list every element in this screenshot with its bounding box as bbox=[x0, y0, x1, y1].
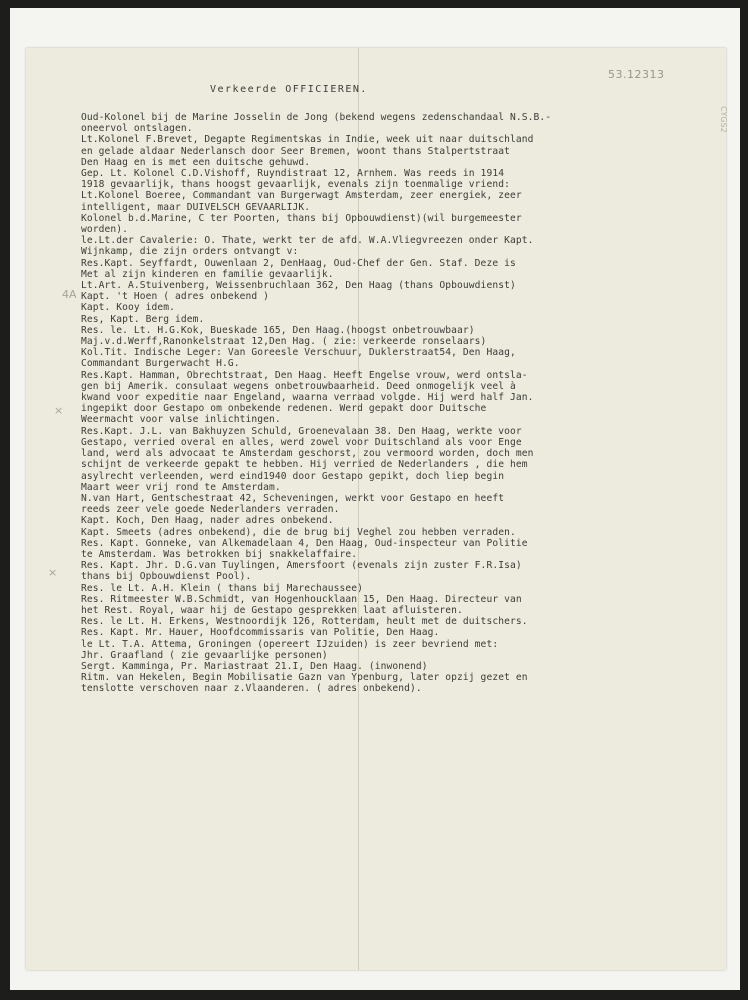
text-line: te Amsterdam. Was betrokken bij snakkelaffaire. bbox=[81, 548, 358, 560]
margin-mark-4a: 4A bbox=[62, 288, 77, 301]
text-line: Commandant Burgerwacht H.G. bbox=[81, 358, 240, 370]
text-line: Oud-Kolonel bij de Marine Josselin de Jong (bekend wegens zedenschandaal N.S.B.- bbox=[81, 112, 552, 123]
text-line: Res. le. Lt. H.G.Kok, Bueskade 165, Den Haag.(hoogst onbetrouwbaar) bbox=[81, 324, 475, 336]
text-line: Jhr. Graafland ( zie gevaarlijke personen) bbox=[81, 649, 328, 661]
text-line: Wijnkamp, die zijn orders ontvangt v: bbox=[81, 246, 299, 258]
text-line: schijnt de verkeerde gepakt te hebben. Hij verried de Nederlanders , die hem bbox=[81, 459, 528, 471]
margin-mark-cross: × bbox=[48, 566, 58, 579]
text-line: Res. le Lt. H. Erkens, Westnoordijk 126, Rotterdam, heult met de duitschers. bbox=[81, 616, 528, 628]
text-line: Res. Kapt. Jhr. D.G.van Tuylingen, Amersfoort (evenals zijn zuster F.R.Isa) bbox=[81, 560, 522, 572]
text-line: Met al zijn kinderen en familie gevaarlijk. bbox=[81, 268, 334, 280]
text-line: land, werd als advocaat te Amsterdam geschorst, zou vermoord worden, doch men bbox=[81, 448, 534, 460]
text-line: 1918 gevaarlijk, thans hoogst gevaarlijk, evenals zijn toenmalige vriend: bbox=[81, 179, 510, 191]
text-line: Den Haag en is met een duitsche gehuwd. bbox=[81, 156, 311, 168]
text-line: Kapt. Kooy idem. bbox=[81, 302, 176, 314]
text-line: Maj.v.d.Werff,Ranonkelstraat 12,Den Hag. ( zie: verkeerde ronselaars) bbox=[81, 336, 487, 348]
text-line: worden). bbox=[81, 224, 129, 236]
text-line: Res, Kapt. Berg idem. bbox=[81, 313, 205, 325]
text-line: Res. Kapt. Gonneke, van Alkemadelaan 4, Den Haag, Oud-inspecteur van Politie bbox=[81, 537, 528, 549]
text-line: Maart weer vrij rond te Amsterdam. bbox=[81, 481, 281, 493]
text-line: Res. le Lt. A.H. Klein ( thans bij Marechaussee) bbox=[81, 582, 364, 594]
text-line: het Rest. Royal, waar hij de Gestapo gesprekken laat afluisteren. bbox=[81, 604, 463, 616]
text-line: Res.Kapt. Hamman, Obrechtstraat, Den Haag. Heeft Engelse vrouw, werd ontsla- bbox=[81, 369, 528, 381]
text-line: Res.Kapt. Seyffardt, Ouwenlaan 2, DenHaag, Oud-Chef der Gen. Staf. Deze is bbox=[81, 257, 516, 269]
text-line: Res. Kapt. Mr. Hauer, Hoofdcommissaris van Politie, Den Haag. bbox=[81, 627, 440, 639]
text-line: intelligent, maar DUIVELSCH GEVAARLIJK. bbox=[81, 201, 311, 213]
text-line: Kol.Tit. Indische Leger: Van Goreesle Verschuur, Duklerstraat54, Den Haag, bbox=[81, 347, 516, 359]
text-line: gen bij Amerik. consulaat wegens onbetrouwbaarheid. Deed onmogelijk veel à bbox=[81, 380, 516, 392]
text-line: Gestapo, verried overal en alles, werd zowel voor Duitschland als voor Enge bbox=[81, 436, 522, 448]
text-line: Res.Kapt. J.L. van Bakhuyzen Schuld, Groenevalaan 38. Den Haag, werkte voor bbox=[81, 425, 522, 437]
text-line: kwand voor expeditie naar Engeland, waarna verraad volgde. Hij werd half Jan. bbox=[81, 392, 534, 404]
text-line: ingepikt door Gestapo om onbekende redenen. Werd gepakt door Duitsche bbox=[81, 403, 487, 415]
text-line: Kapt. Smeets (adres onbekend), die de brug bij Veghel zou hebben verraden. bbox=[81, 526, 516, 538]
text-line: Kapt. 't Hoen ( adres onbekend ) bbox=[81, 291, 270, 303]
archive-reference-number: 53.12313 bbox=[608, 68, 665, 81]
text-line: Lt.Kolonel Boeree, Commandant van Burgerwagt Amsterdam, zeer energiek, zeer bbox=[81, 190, 522, 202]
text-line: le.Lt.der Cavalerie: O. Thate, werkt ter de afd. W.A.Vliegvreezen onder Kapt. bbox=[81, 235, 534, 247]
text-line: Kolonel b.d.Marine, C ter Poorten, thans bij Opbouwdienst)(wil burgemeester bbox=[81, 212, 522, 224]
text-line: Lt.Art. A.Stuivenberg, Weissenbruchlaan 362, Den Haag (thans Opbouwdienst) bbox=[81, 280, 516, 292]
text-line: Weermacht voor valse inlichtingen. bbox=[81, 414, 281, 426]
text-line: le Lt. T.A. Attema, Groningen (opereert IJzuiden) is zeer bevriend met: bbox=[81, 638, 499, 650]
text-line: en gelade aldaar Nederlansch door Seer Bremen, woont thans Stalpertstraat bbox=[81, 145, 510, 157]
text-line: oneervol ontslagen. bbox=[81, 123, 193, 135]
text-line: Res. Ritmeester W.B.Schmidt, van Hogenhoucklaan 15, Den Haag. Directeur van bbox=[81, 593, 522, 605]
text-line: thans bij Opbouwdienst Pool). bbox=[81, 571, 252, 583]
text-line: asylrecht verleenden, werd eind1940 door Gestapo gepikt, doch liep begin bbox=[81, 470, 505, 482]
text-line: Ritm. van Hekelen, Begin Mobilisatie Gazn van Ypenburg, later opzij gezet en bbox=[81, 672, 528, 684]
text-line: Lt.Kolonel F.Brevet, Degapte Regimentskas in Indie, week uit naar duitschland bbox=[81, 134, 534, 146]
document-title: Verkeerde OFFICIEREN. bbox=[210, 84, 368, 95]
text-line: Kapt. Koch, Den Haag, nader adres onbekend. bbox=[81, 515, 334, 527]
text-line: N.van Hart, Gentschestraat 42, Scheveningen, werkt voor Gestapo en heeft bbox=[81, 492, 505, 504]
side-annotation: CYGS2 bbox=[719, 106, 728, 133]
document-body bbox=[81, 112, 711, 695]
margin-mark-cross: × bbox=[54, 404, 64, 417]
text-line: Gep. Lt. Kolonel C.D.Vishoff, Ruyndistraat 12, Arnhem. Was reeds in 1914 bbox=[81, 168, 505, 180]
text-line: tenslotte verschoven naar z.Vlaanderen. ( adres onbekend). bbox=[81, 683, 422, 695]
text-line: Sergt. Kamminga, Pr. Mariastraat 21.I, Den Haag. (inwonend) bbox=[81, 660, 428, 672]
text-line: reeds zeer vele goede Nederlanders verraden. bbox=[81, 504, 340, 516]
document-page bbox=[26, 48, 726, 970]
